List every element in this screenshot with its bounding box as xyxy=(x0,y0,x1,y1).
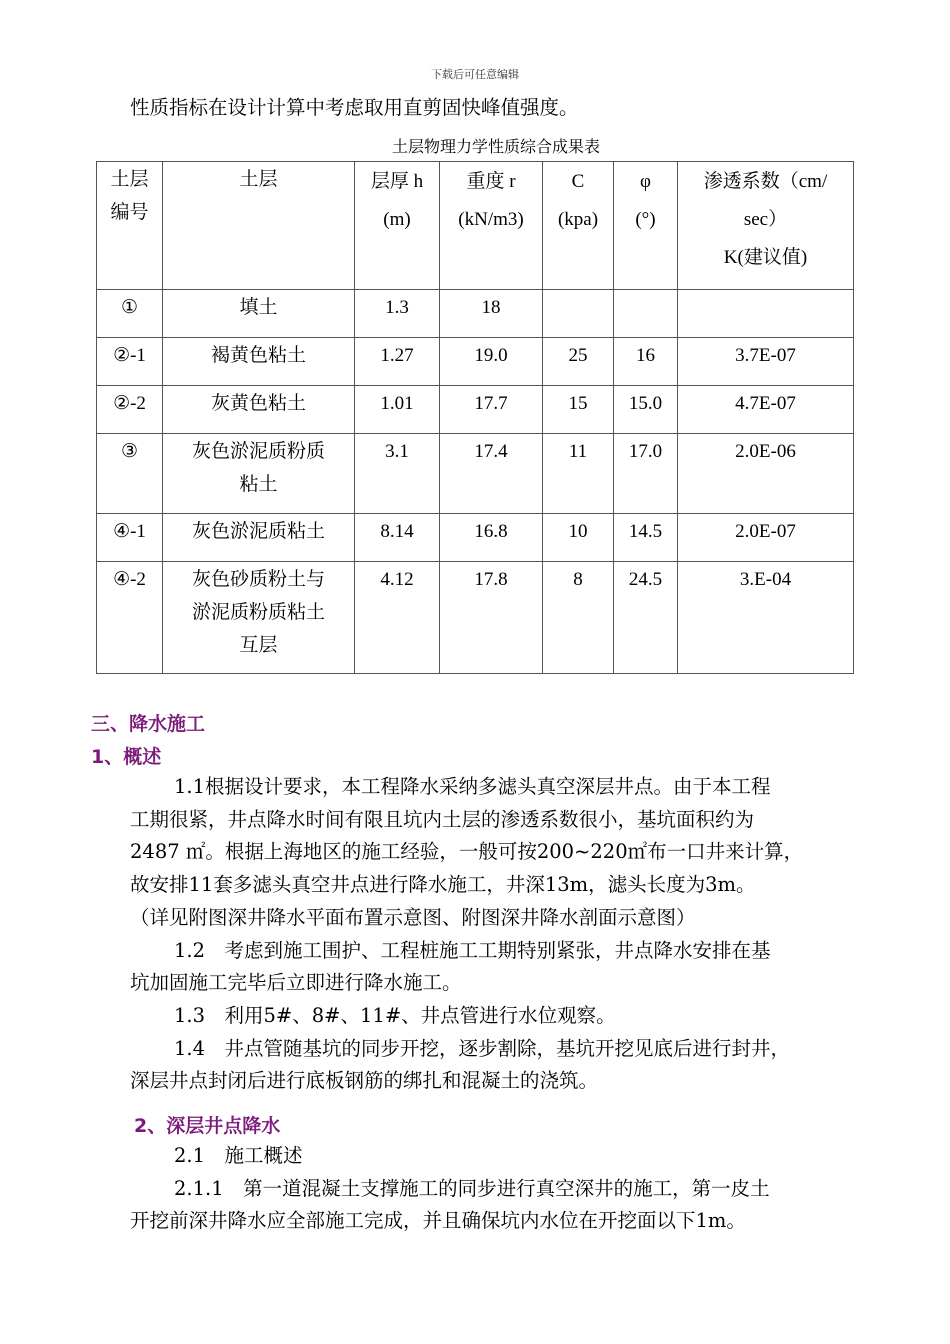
paragraph-line: 故安排11套多滤头真空井点进行降水施工，井深13m，滤头长度为3m。 xyxy=(130,873,756,897)
cell-text-line: ③ xyxy=(120,441,139,462)
paragraph-line: 1.2 考虑到施工围护、工程桩施工工期特别紧张，井点降水安排在基 xyxy=(174,938,771,962)
cell-text-line: 层厚 h xyxy=(370,171,424,192)
cell-text-line: ④-1 xyxy=(113,521,146,542)
cell-layer-name xyxy=(163,562,355,674)
cell-text-line: 褐黄色粘土 xyxy=(210,345,306,366)
cell-text-line: (kN/m3) xyxy=(458,209,524,230)
cell-unit-weight xyxy=(440,514,543,562)
table-row xyxy=(97,562,854,674)
cell-text-line: 4.12 xyxy=(380,569,414,590)
cell-text-line: 3.1 xyxy=(385,441,409,462)
cell-text-line: 15.0 xyxy=(628,393,663,414)
paragraph-line: （详见附图深井降水平面布置示意图、附图深井降水剖面示意图） xyxy=(130,905,696,929)
cell-layer-name xyxy=(163,434,355,514)
table-caption: 土层物理力学性质综合成果表 xyxy=(392,137,601,156)
cell-unit-weight xyxy=(440,386,543,434)
cell-unit-weight xyxy=(440,290,543,338)
cell-text-line: 14.5 xyxy=(628,521,663,542)
table-row xyxy=(97,338,854,386)
section-3-title: 三、降水施工 xyxy=(91,713,206,735)
paragraph-line: 坑加固施工完毕后立即进行降水施工。 xyxy=(130,971,462,995)
cell-permeability xyxy=(678,434,854,514)
section-1-title: 1、概述 xyxy=(91,746,162,768)
cell-permeability xyxy=(678,562,854,674)
cell-text-line: (kpa) xyxy=(557,209,599,230)
table-row xyxy=(97,290,854,338)
cell-thickness xyxy=(355,514,440,562)
cell-layer-no xyxy=(97,562,163,674)
section-2-title: 2、深层井点降水 xyxy=(134,1115,281,1137)
cell-text-line: φ xyxy=(640,171,651,192)
cell-friction-angle xyxy=(614,562,678,674)
cell-friction-angle xyxy=(614,338,678,386)
cell-text-line: 渗透系数（cm/ xyxy=(703,171,828,192)
cell-text-line: 土层 xyxy=(239,169,278,190)
cell-text-line: ① xyxy=(120,297,139,318)
cell-text-line: 8 xyxy=(573,569,583,590)
page-header-note: 下载后可任意编辑 xyxy=(431,68,519,81)
cell-cohesion xyxy=(543,386,614,434)
section-2-body xyxy=(130,1140,890,1238)
cell-layer-no xyxy=(97,386,163,434)
cell-text-line: sec） xyxy=(743,209,788,230)
header-cell-thickness xyxy=(355,162,440,290)
table-header-row xyxy=(97,162,854,290)
cell-thickness xyxy=(355,338,440,386)
cell-text-line: ②-1 xyxy=(113,345,146,366)
table-row xyxy=(97,386,854,434)
cell-text-line: 粘土 xyxy=(239,474,278,495)
section-1-body xyxy=(130,771,890,1098)
cell-thickness xyxy=(355,386,440,434)
cell-cohesion xyxy=(543,514,614,562)
cell-text-line: 1.3 xyxy=(385,297,409,318)
cell-text-line: 25 xyxy=(568,345,588,366)
cell-text-line: ④-2 xyxy=(113,569,146,590)
cell-friction-angle xyxy=(614,290,678,338)
cell-unit-weight xyxy=(440,562,543,674)
cell-cohesion xyxy=(543,338,614,386)
cell-text-line: 4.7E-07 xyxy=(735,393,796,414)
soil-properties-table xyxy=(96,161,854,674)
cell-text-line: 19.0 xyxy=(474,345,508,366)
cell-text-line: C xyxy=(571,171,585,192)
cell-text-line: 8.14 xyxy=(380,521,414,542)
header-cell-cohesion xyxy=(543,162,614,290)
paragraph-line: 2.1.1 第一道混凝土支撑施工的同步进行真空深井的施工，第一皮土 xyxy=(174,1176,770,1200)
cell-text-line: 17.0 xyxy=(628,441,663,462)
cell-text-line: 淤泥质粉质粘土 xyxy=(191,602,325,623)
cell-permeability xyxy=(678,386,854,434)
cell-permeability xyxy=(678,514,854,562)
cell-text-line: 1.27 xyxy=(380,345,414,366)
paragraph-line: 工期很紧，井点降水时间有限且坑内土层的渗透系数很小，基坑面积约为 xyxy=(130,807,755,831)
cell-unit-weight xyxy=(440,434,543,514)
cell-cohesion xyxy=(543,562,614,674)
cell-text-line: 16 xyxy=(636,345,655,366)
cell-text-line: 灰色淤泥质粉质 xyxy=(191,441,325,462)
paragraph-line: 开挖前深井降水应全部施工完成，并且确保坑内水位在开挖面以下1m。 xyxy=(130,1209,746,1233)
intro-line: 性质指标在设计计算中考虑取用直剪固快峰值强度。 xyxy=(130,96,579,119)
paragraph-line: 1.1根据设计要求，本工程降水采纳多滤头真空深层井点。由于本工程 xyxy=(174,775,771,798)
cell-text-line: 2.0E-06 xyxy=(735,441,796,462)
cell-text-line: 17.8 xyxy=(474,569,508,590)
cell-layer-name xyxy=(163,386,355,434)
cell-text-line: K(建议值) xyxy=(723,247,808,268)
header-cell-layer-no xyxy=(97,162,163,290)
cell-text-line: 24.5 xyxy=(628,569,663,590)
cell-thickness xyxy=(355,290,440,338)
cell-text-line: 10 xyxy=(568,521,588,542)
paragraph-line: 1.3 利用5#、8#、11#、井点管进行水位观察。 xyxy=(174,1003,616,1027)
cell-thickness xyxy=(355,434,440,514)
cell-permeability xyxy=(678,290,854,338)
cell-text-line: 2.0E-07 xyxy=(735,521,796,542)
cell-friction-angle xyxy=(614,386,678,434)
paragraph-line: 1.4 井点管随基坑的同步开挖，逐步割除，基坑开挖见底后进行封井， xyxy=(174,1036,791,1060)
cell-text-line: 15 xyxy=(568,393,588,414)
cell-text-line: 土层 xyxy=(110,169,149,190)
cell-layer-no xyxy=(97,514,163,562)
cell-text-line: 3.E-04 xyxy=(739,569,792,590)
cell-friction-angle xyxy=(614,514,678,562)
cell-text-line: 灰黄色粘土 xyxy=(210,393,306,414)
cell-text-line: 重度 r xyxy=(466,171,516,192)
cell-text-line: 灰色淤泥质粘土 xyxy=(191,521,325,542)
paragraph-line: 2.1 施工概述 xyxy=(174,1144,303,1167)
cell-layer-no xyxy=(97,338,163,386)
cell-friction-angle xyxy=(614,434,678,514)
cell-text-line: 填土 xyxy=(239,297,278,318)
cell-text-line: 编号 xyxy=(110,202,149,223)
cell-text-line: 灰色砂质粉土与 xyxy=(191,569,325,590)
cell-layer-name xyxy=(163,514,355,562)
cell-layer-no xyxy=(97,290,163,338)
cell-cohesion xyxy=(543,290,614,338)
cell-text-line: (°) xyxy=(635,209,656,230)
cell-text-line: 16.8 xyxy=(474,521,508,542)
header-cell-permeability xyxy=(678,162,854,290)
cell-layer-no xyxy=(97,434,163,514)
cell-layer-name xyxy=(163,290,355,338)
cell-cohesion xyxy=(543,434,614,514)
paragraph-line: 2487 ㎡。根据上海地区的施工经验，一般可按200~220㎡布一口井来计算， xyxy=(130,840,804,864)
cell-text-line: 18 xyxy=(481,297,501,318)
cell-text-line: 3.7E-07 xyxy=(735,345,796,366)
cell-text-line: 1.01 xyxy=(380,393,414,414)
cell-text-line: (m) xyxy=(383,209,411,230)
cell-unit-weight xyxy=(440,338,543,386)
paragraph-line: 深层井点封闭后进行底板钢筋的绑扎和混凝土的浇筑。 xyxy=(130,1069,599,1093)
cell-permeability xyxy=(678,338,854,386)
cell-thickness xyxy=(355,562,440,674)
header-cell-layer-name xyxy=(163,162,355,290)
cell-text-line: ②-2 xyxy=(113,393,146,414)
table-row xyxy=(97,434,854,514)
cell-text-line: 17.4 xyxy=(474,441,508,462)
cell-text-line: 互层 xyxy=(239,635,278,656)
cell-text-line: 11 xyxy=(568,441,588,462)
header-cell-friction-angle xyxy=(614,162,678,290)
table-row xyxy=(97,514,854,562)
cell-layer-name xyxy=(163,338,355,386)
cell-text-line: 17.7 xyxy=(474,393,508,414)
header-cell-unit-weight xyxy=(440,162,543,290)
